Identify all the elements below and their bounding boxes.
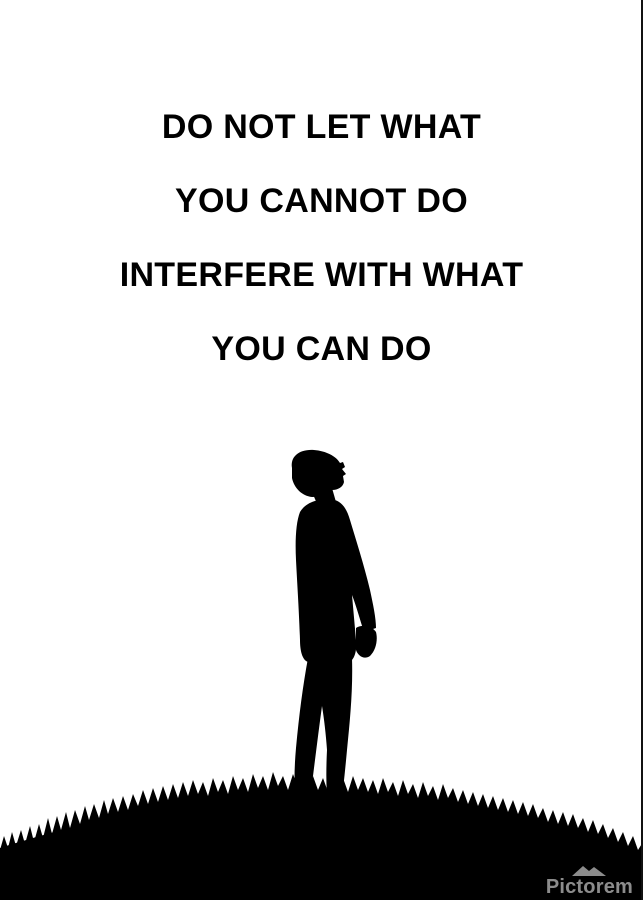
quote-line-2: YOU CANNOT DO (175, 182, 468, 220)
man-silhouette (292, 450, 377, 808)
pictorem-watermark (546, 864, 633, 898)
quote-line-4: YOU CAN DO (211, 330, 432, 368)
quote-line-3: INTERFERE WITH WHAT (119, 256, 524, 294)
watermark-text: Pictorem (545, 876, 633, 898)
quote-line-1: DO NOT LET WHAT (161, 108, 482, 146)
mountain-logo-icon (570, 864, 608, 876)
